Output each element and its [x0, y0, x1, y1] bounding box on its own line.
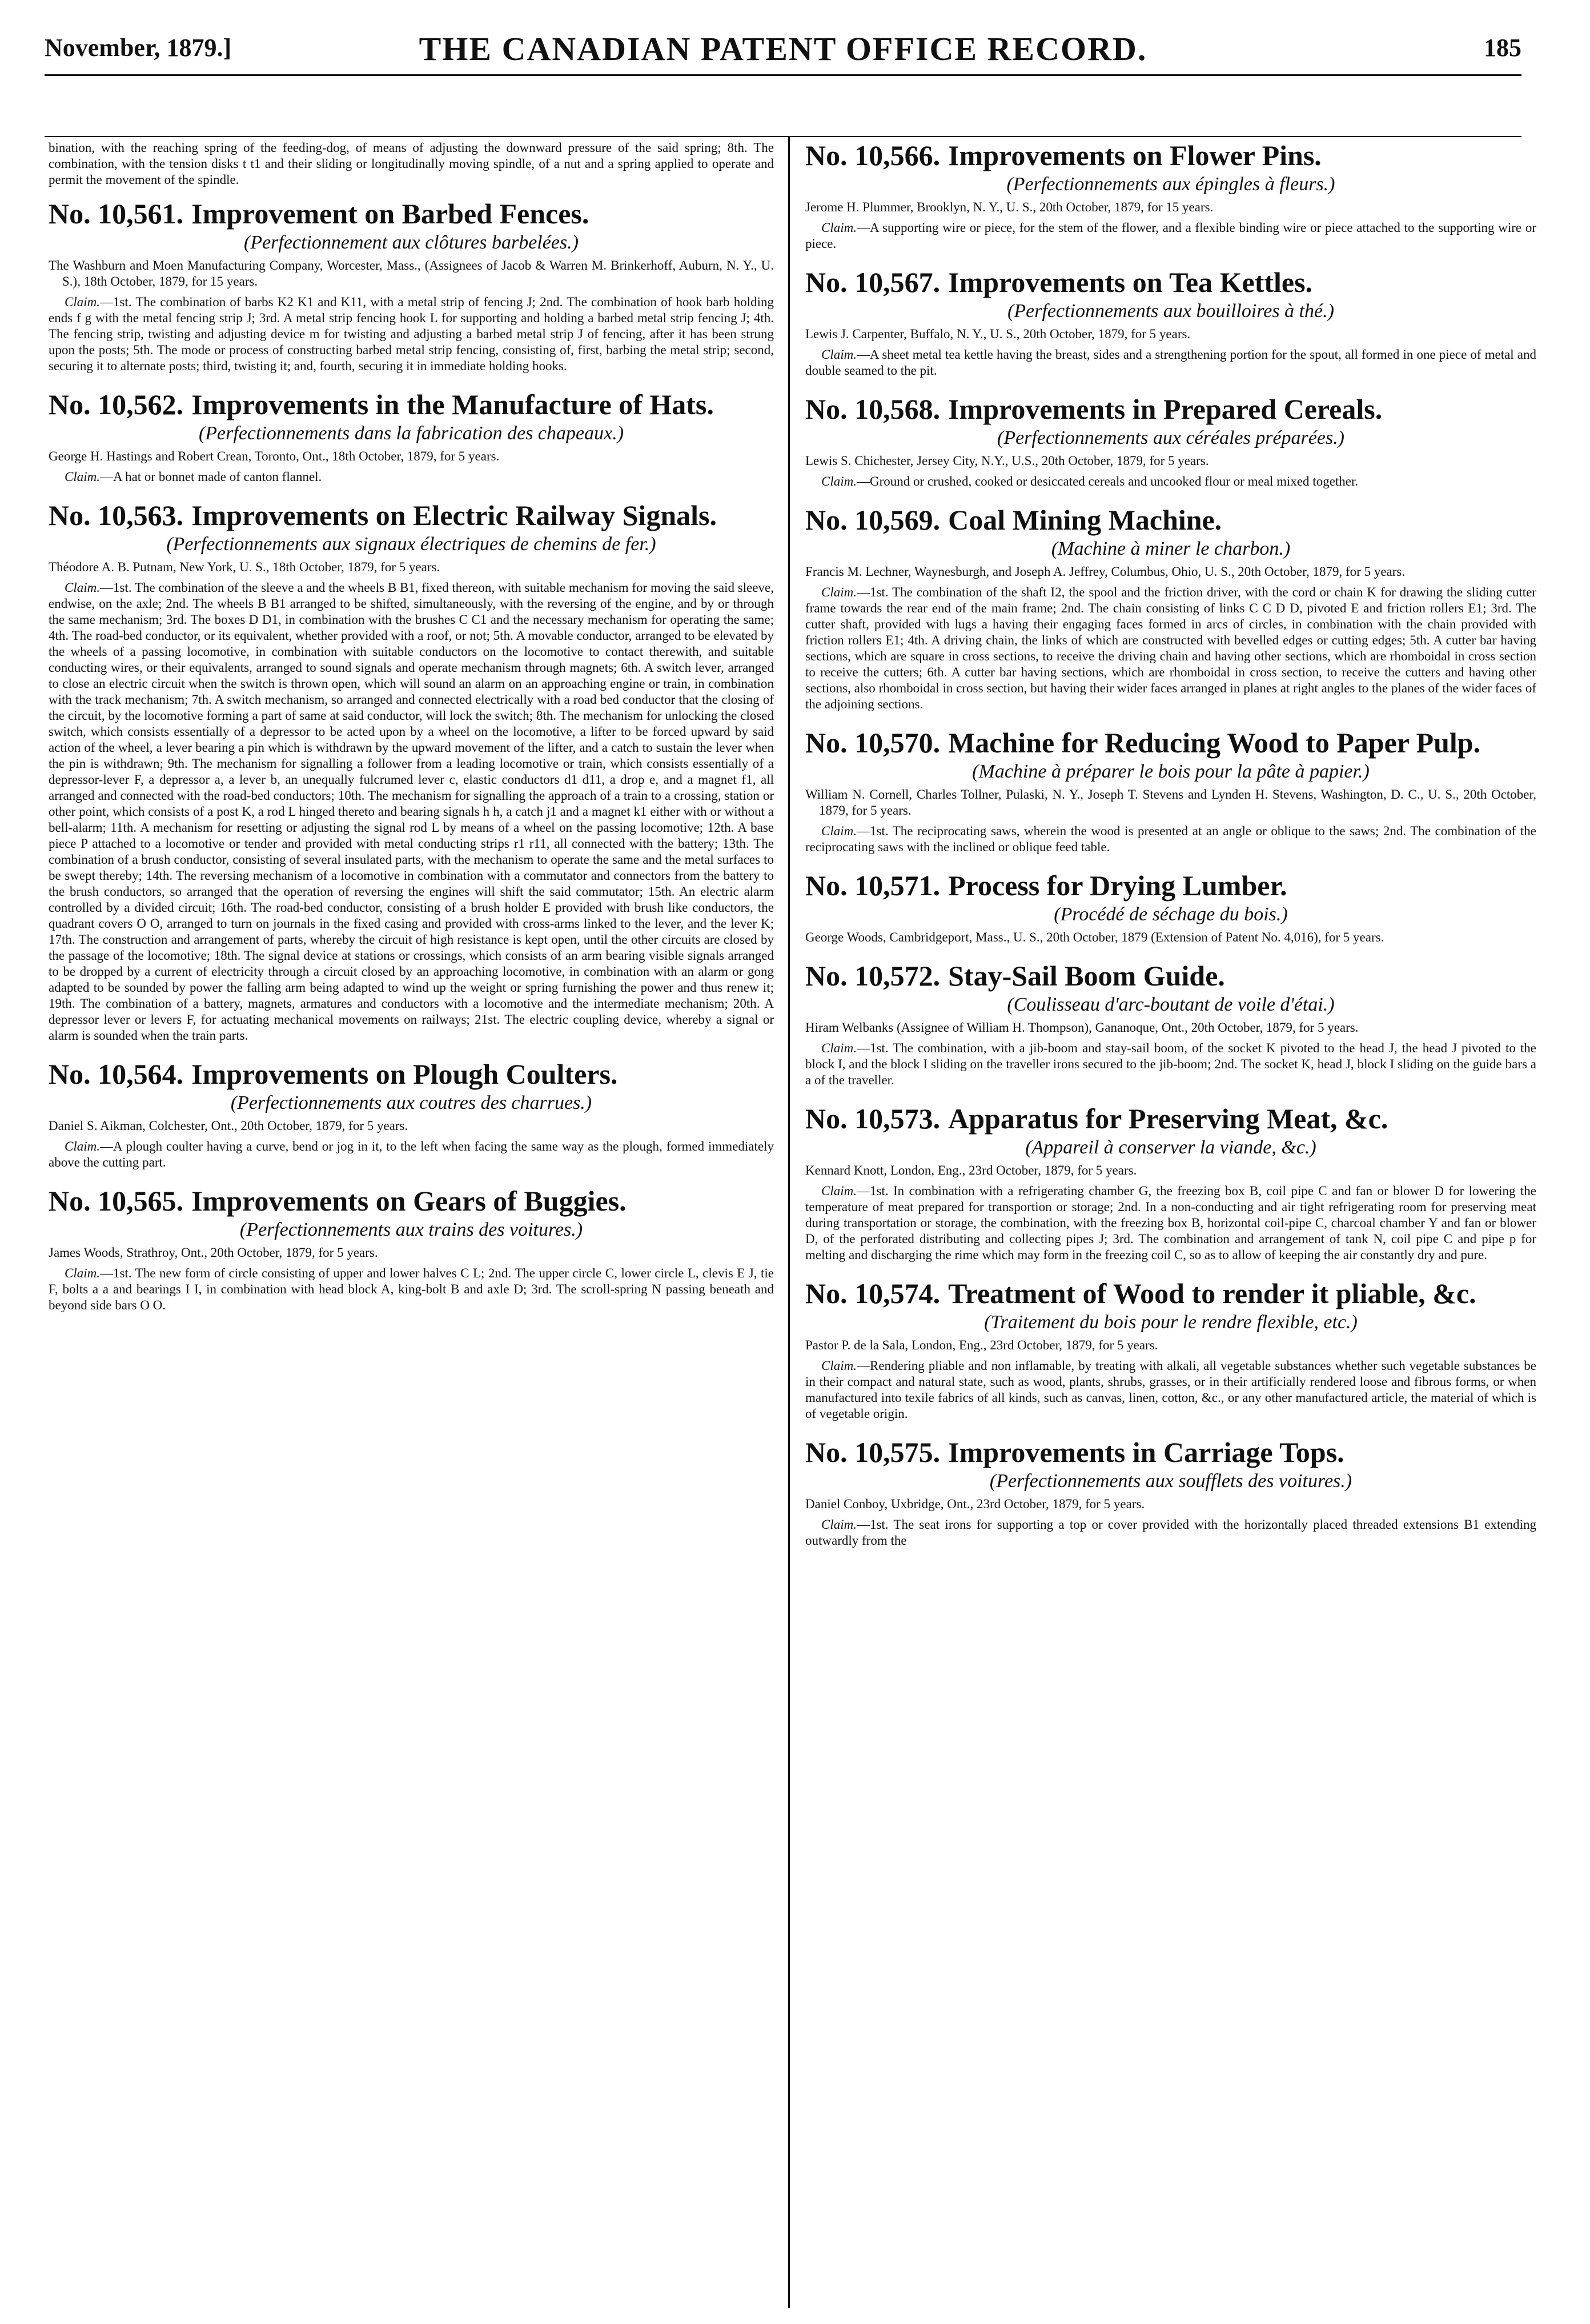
- claim-text: [805, 474, 1536, 490]
- journal-title: THE CANADIAN PATENT OFFICE RECORD.: [419, 30, 1147, 67]
- claim-body: —Rendering pliable and non inflamable, by treating with alkali, all vegetable substances whether such vegetable substances be in their compact and natural state, such as wood, plants, shrubs, grasses, or in their artificially rendered loose and fibrous forms, or when manufactured into texile fabrics of all kinds, such as canvas, linen, cotton, &c., or any other manufactured article, the material of which is of vegetable origin.: [805, 1359, 1536, 1421]
- claim-text: [49, 469, 774, 485]
- column-divider: [788, 137, 790, 2308]
- patent-title: Improvements on Flower Pins.: [948, 140, 1322, 171]
- patent-title: Improvement on Barbed Fences.: [191, 198, 589, 230]
- claim-label: Claim.: [65, 1266, 100, 1280]
- header-date: November, 1879.]: [45, 34, 232, 62]
- claim-body: —A hat or bonnet made of canton flannel.: [99, 470, 322, 484]
- patent-heading: [805, 504, 1536, 535]
- claim-text: [805, 1040, 1536, 1088]
- french-title: (Perfectionnements dans la fabrication des chapeaux.): [198, 423, 624, 444]
- claim-text: [805, 1517, 1536, 1549]
- inventor-line: Lewis S. Chichester, Jersey City, N.Y., U.S., 20th October, 1879, for 5 years.: [805, 454, 1209, 468]
- patent-title: Machine for Reducing Wood to Paper Pulp.: [948, 727, 1481, 759]
- claim-label: Claim.: [821, 824, 857, 838]
- patent-heading: [49, 198, 774, 229]
- claim-body: —1st. The seat irons for supporting a top or cover provided with the horizontally placed threaded extensions B1 extending outwardly from the: [805, 1517, 1536, 1548]
- patent-entry: [805, 1278, 1536, 1422]
- patent-heading: [805, 1278, 1536, 1309]
- patent-title: Improvements on Electric Railway Signals.: [191, 499, 717, 531]
- inventor-line: Kennard Knott, London, Eng., 23rd October, 1879, for 5 years.: [805, 1163, 1137, 1177]
- claim-body: —Ground or crushed, cooked or desiccated cereals and uncooked flour or meal mixed together.: [856, 474, 1359, 488]
- patent-heading: [805, 870, 1536, 901]
- claim-text: [805, 1358, 1536, 1422]
- claim-text: [805, 823, 1536, 855]
- claim-text: [805, 220, 1536, 252]
- french-title: (Machine à préparer le bois pour la pâte à papier.): [972, 761, 1370, 782]
- patent-number: No. 10,566.: [805, 140, 941, 171]
- patent-entry: [805, 1103, 1536, 1263]
- patent-entry: [805, 504, 1536, 712]
- patent-title: Process for Drying Lumber.: [948, 870, 1287, 901]
- header-rule: [45, 74, 1521, 76]
- claim-body: —A supporting wire or piece, for the stem of the flower, and a flexible binding wire or piece attached to the supporting wire or piece.: [805, 221, 1536, 251]
- patent-title: Stay-Sail Boom Guide.: [948, 960, 1225, 992]
- inventor-line: Pastor P. de la Sala, London, Eng., 23rd October, 1879, for 5 years.: [805, 1338, 1158, 1352]
- claim-label: Claim.: [821, 1359, 857, 1373]
- patent-heading: [49, 389, 774, 420]
- claim-body: —1st. In combination with a refrigerating chamber G, the freezing box B, coil pipe C and fan or blower D for lowering the temperature of meat prepared for transportion or storage; 2nd. In a non-conducting and air tight refrigerating room for preserving meat during transportation or storage, the combination, with the freezing box B, horizontal coil-pipe C, charcoal chamber Y and fan or blower D, of the perforated distributing and collecting pipes J; 3rd. The combination and arrangement of tank N, coil pipe C and pipe p for melting and discharging the rime which may form in the freezing coil C, so as to allow of keeping the air constantly dry and pure.: [805, 1184, 1536, 1262]
- patent-title: Apparatus for Preserving Meat, &c.: [948, 1103, 1388, 1135]
- column-top-rule: [45, 136, 1521, 137]
- patent-number: No. 10,571.: [805, 870, 941, 901]
- claim-text: [805, 347, 1536, 379]
- inventor-line: Lewis J. Carpenter, Buffalo, N. Y., U. S., 20th October, 1879, for 5 years.: [805, 327, 1191, 341]
- patent-heading: [805, 1103, 1536, 1134]
- claim-label: Claim.: [65, 580, 100, 595]
- claim-label: Claim.: [821, 221, 857, 235]
- french-title: (Perfectionnement aux clôtures barbelées.): [244, 232, 579, 253]
- french-title: (Procédé de séchage du bois.): [1054, 904, 1288, 925]
- patent-entry: [805, 140, 1536, 252]
- inventor-line: George Woods, Cambridgeport, Mass., U. S., 20th October, 1879 (Extension of Patent No. 4,016), for 5 years.: [805, 930, 1384, 944]
- french-title: (Appareil à conserver la viande, &c.): [1025, 1137, 1316, 1158]
- french-title: (Perfectionnements aux trains des voitures.): [239, 1219, 583, 1240]
- inventor-line: William N. Cornell, Charles Tollner, Pulaski, N. Y., Joseph T. Stevens and Lynden H. Stevens, Washington, D. C., U. S., 20th October, 1879, for 5 years.: [805, 787, 1536, 818]
- patent-entry: [49, 1185, 774, 1313]
- claim-text: [805, 1183, 1536, 1263]
- claim-text: [805, 584, 1536, 712]
- claim-label: Claim.: [65, 295, 100, 309]
- claim-label: Claim.: [65, 470, 100, 484]
- patent-number: No. 10,561.: [49, 198, 184, 230]
- patent-number: No. 10,563.: [49, 499, 184, 531]
- patent-number: No. 10,570.: [805, 727, 941, 759]
- patent-number: No. 10,568.: [805, 393, 941, 425]
- claim-body: —1st. The combination of barbs K2 K1 and K11, with a metal strip of fencing J; 2nd. The combination of hook barb holding ends f g with the metal fencing strip J; 3rd. A metal strip fencing hook L for supporting and holding a barbed metal strip fencing J; 4th. The fencing strip, twisting and adjusting device m for twisting and adjusting a barbed metal strip J of fencing, after it has been strung upon the posts; 5th. The mode or process of constructing barbed metal strip fencing, consisting of, first, barbing the metal strip; second, securing it to alternate posts; third, twisting it; and, fourth, securing it in immediate holding hooks.: [49, 295, 774, 373]
- inventor-line: James Woods, Strathroy, Ont., 20th October, 1879, for 5 years.: [49, 1245, 378, 1260]
- patent-heading: [805, 1437, 1536, 1468]
- french-title: (Perfectionnements aux coutres des charrues.): [230, 1092, 592, 1113]
- patent-number: No. 10,567.: [805, 266, 941, 298]
- patent-entry: [805, 727, 1536, 855]
- claim-label: Claim.: [821, 347, 857, 362]
- patent-entry: [805, 960, 1536, 1088]
- claim-body: —1st. The combination, with a jib-boom and stay-sail boom, of the socket K pivoted to the head J, the head J pivoted to the block I, and the block I sliding on the traveller irons secured to the jib-boom; 2nd. The socket K, head J, block I sliding on the guide bars a a of the traveller.: [805, 1041, 1536, 1087]
- patent-entry: [805, 870, 1536, 945]
- patent-entry: [49, 198, 774, 374]
- patent-title: Improvements on Plough Coulters.: [191, 1058, 618, 1090]
- french-title: (Machine à miner le charbon.): [1051, 538, 1291, 559]
- patent-entry: [805, 267, 1536, 379]
- patent-title: Improvements on Gears of Buggies.: [191, 1185, 627, 1217]
- patent-title: Improvements in Carriage Tops.: [948, 1436, 1344, 1468]
- patent-title: Improvements in the Manufacture of Hats.: [191, 388, 714, 420]
- claim-body: —A sheet metal tea kettle having the breast, sides and a strengthening portion for the spout, all formed in one piece of metal and double seamed to the pit.: [805, 347, 1536, 378]
- patent-heading: [805, 960, 1536, 991]
- patent-title: Coal Mining Machine.: [948, 504, 1222, 536]
- patent-title: Improvements in Prepared Cereals.: [948, 393, 1383, 425]
- inventor-line: Jerome H. Plummer, Brooklyn, N. Y., U. S., 20th October, 1879, for 15 years.: [805, 200, 1214, 214]
- patent-number: No. 10,574.: [805, 1277, 941, 1309]
- claim-label: Claim.: [821, 1517, 857, 1532]
- patent-number: No. 10,569.: [805, 504, 941, 536]
- patent-number: No. 10,562.: [49, 388, 184, 420]
- claim-body: —1st. The new form of circle consisting of upper and lower halves C L; 2nd. The upper circle C, lower circle L, clevis E J, tie F, bolts a a and bearings I I, in combination with head block A, king-bolt B and axle D; 3rd. The scroll-spring N passing beneath and beyond side bars O O.: [49, 1266, 774, 1312]
- claim-label: Claim.: [821, 474, 857, 488]
- patent-entry: [805, 394, 1536, 490]
- claim-body: —1st. The reciprocating saws, wherein the wood is presented at an angle or oblique to the saws; 2nd. The combination of the reciprocating saws with the inclined or oblique feed table.: [805, 824, 1536, 854]
- patent-title: Treatment of Wood to render it pliable, &c.: [948, 1277, 1476, 1309]
- claim-text: [49, 294, 774, 374]
- claim-text: [49, 580, 774, 1044]
- inventor-line: Théodore A. B. Putnam, New York, U. S., 18th October, 1879, for 5 years.: [49, 560, 440, 574]
- patent-entry: [805, 1437, 1536, 1549]
- patent-heading: [49, 1185, 774, 1216]
- french-title: (Perfectionnements aux signaux électriques de chemins de fer.): [166, 534, 656, 555]
- inventor-line: George H. Hastings and Robert Crean, Toronto, Ont., 18th October, 1879, for 5 years.: [49, 449, 500, 463]
- claim-text: [49, 1139, 774, 1171]
- patent-number: No. 10,564.: [49, 1058, 184, 1090]
- french-title: (Traitement du bois pour le rendre flexible, etc.): [984, 1312, 1358, 1333]
- continued-claim-text: bination, with the reaching spring of the feeding-dog, of means of adjusting the downward pressure of the said spring; 8th. The combination, with the tension disks t t1 and their sliding or longitudinally moving spindle, of a nut and a spring applied to operate and permit the movement of the spindle.: [49, 141, 774, 187]
- inventor-line: Francis M. Lechner, Waynesburgh, and Joseph A. Jeffrey, Columbus, Ohio, U. S., 20th October, 1879, for 5 years.: [805, 564, 1406, 579]
- patent-number: No. 10,573.: [805, 1103, 941, 1135]
- patent-heading: [805, 727, 1536, 758]
- inventor-line: The Washburn and Moen Manufacturing Company, Worcester, Mass., (Assignees of Jacob & Warren M. Brinkerhoff, Auburn, N. Y., U. S.), 18th October, 1879, for 15 years.: [49, 258, 774, 289]
- claim-text: [49, 1265, 774, 1313]
- claim-body: —A plough coulter having a curve, bend or jog in it, to the left when facing the same way as the plough, formed immediately above the cutting part.: [49, 1139, 774, 1169]
- running-header: [45, 22, 1521, 67]
- claim-body: —1st. The combination of the sleeve a and the wheels B B1, fixed thereon, with suitable mechanism for moving the said sleeve, endwise, on the axle; 2nd. The wheels B B1 arranged to be shifted, simultaneously, with the reversing of the engine, and by or through the same mechanism; 3rd. The boxes D D1, in combination with the brushes C C1 and the necessary mechanism for operating the same; 4th. The road-bed conductor, or its equivalent, whether provided with a roof, or not; 5th. A movable conductor, arranged to be elevated by the wheels of a passing locomotive, in combination with suitable conductors on the locomotive to contact therewith, and suitable conducting wires, or their equivalents, arranged to sound signals and operate mechanism through magnets; 6th. A switch lever, arranged to close an electric circuit when the switch is thrown open, which will sound an alarm on an approaching engine or train, in combination with the track mechanism; 7th. A switch mechanism, so arranged and connected electrically with a road bed conductor that the closing of the circuit, by the locomotive forming a part of same at said conductor, will lock the switch; 8th. The mechanism for unlocking the closed switch, which consists essentially of a depressor to be acted upon by a wheel on the locomotive, a lifter to be forced upward by said action of the wheel, a lever bearing a pin which is withdrawn by the upward movement of the lifter, and a catch to sustain the lever when the pin is withdrawn; 9th. The mechanism for signalling a follower from a leading locomotive or train, which consists essentially of a depressor-lever F, a depressor a, a lever b, an unequally fulcrumed lever c, elastic conductors d1 d11, a drop e, and a magnet f1, all arranged and connected with the road-bed conductors; 10th. The mechanism for signalling the approach of a train to a crossing, station or other point, which consists of a post K, a rod L hinged thereto and bearing signals h h, a catch j1 and a magnet k1 either with or without a bell-alarm; 11th. A mechanism for resetting or adjusting the signal rod L by means of a wheel on the passing locomotive; 12th. A base piece P attached to a locomotive or tender and provided with metal conducting strips r1 r11, all connected with the battery; 13th. The combination of a brush conductor, consisting of several insulated parts, with the mechanism to operate the same and the metal surfaces to be swept thereby; 14th. The reversing mechanism of a locomotive in combination with a commutator and connectors from the battery to the brush conductors, so arranged that the operation of reversing the engines will shift the said commutator; 15th. An electric alarm controlled by a divided circuit; 16th. The road-bed conductor, consisting of a brush holder E provided with brush like conductors, the quadrant covers O O, arranged to turn on journals in the fixed casing and provided with cross-arms linked to the lever, and the lever K; 17th. The construction and arrangement of parts, whereby the circuit of high resistance is kept open, until the other circuits are closed by the passage of the locomotive; 18th. The signal device at stations or crossings, which consists of an arm bearing visible signals arranged to be dropped by a current of electricity through a circuit closed by an approaching locomotive, in combination with an alarm or gong adapted to be sounded by power the falling arm being adapted to wind up the weight or spring furnishing the power and thus renew it; 19th. The combination of a battery, magnets, armatures and conductors with a locomotive and the intermediate mechanism; 20th. A depressor lever or levers F, for actuating mechanical movements on railways; 21st. The electric coupling device, whereby a signal or alarm is sounded when the train parts.: [49, 580, 774, 1043]
- patent-entry: [49, 389, 774, 485]
- claim-label: Claim.: [821, 585, 857, 599]
- claim-body: —1st. The combination of the shaft I2, the spool and the friction driver, with the cord or chain K for drawing the sliding cutter frame towards the rear end of the main frame; 2nd. The chain consisting of links C C D D, pivoted E and friction rollers E1; 3rd. The cutter shaft, provided with lugs a having their engaging faces formed in arcs of circles, in combination with the chain provided with friction rollers E1; 4th. A driving chain, the links of which are constructed with bevelled edges or cutting edges; 5th. A cutter bar having sections, which are square in cross sections, to receive the driving chain and having other sections, which are rhomboidal in cross section to receive the cutters; 6th. A cutter bar having sections, which are rhomboidal in cross section, to receive the cutters and having other sections, also rhomboidal in cross section, but having their wider faces arranged in planes at right angles to the planes of the wider faces of the adjoining sections.: [805, 585, 1536, 711]
- patent-heading: [805, 394, 1536, 424]
- right-column: [805, 140, 1536, 2305]
- left-column: [49, 140, 774, 2305]
- patent-number: No. 10,565.: [49, 1185, 184, 1217]
- patent-heading: [805, 267, 1536, 298]
- patent-entry: [49, 1059, 774, 1171]
- french-title: (Perfectionnements aux soufflets des voitures.): [989, 1470, 1352, 1492]
- inventor-line: Daniel S. Aikman, Colchester, Ont., 20th October, 1879, for 5 years.: [49, 1119, 408, 1133]
- claim-label: Claim.: [821, 1041, 857, 1055]
- french-title: (Perfectionnements aux bouilloires à thé.): [1007, 300, 1334, 322]
- patent-heading: [49, 1059, 774, 1089]
- patent-entry: [49, 500, 774, 1044]
- patent-heading: [805, 140, 1536, 171]
- page-number: 185: [1484, 34, 1521, 62]
- inventor-line: Hiram Welbanks (Assignee of William H. Thompson), Gananoque, Ont., 20th October, 1879, for 5 years.: [805, 1020, 1359, 1035]
- patent-heading: [49, 500, 774, 531]
- patent-number: No. 10,572.: [805, 960, 941, 992]
- inventor-line: Daniel Conboy, Uxbridge, Ont., 23rd October, 1879, for 5 years.: [805, 1497, 1145, 1511]
- claim-label: Claim.: [821, 1184, 857, 1198]
- french-title: (Perfectionnements aux céréales préparées.): [997, 427, 1344, 448]
- claim-label: Claim.: [65, 1139, 100, 1153]
- patent-title: Improvements on Tea Kettles.: [948, 266, 1313, 298]
- french-title: (Perfectionnements aux épingles à fleurs.): [1006, 174, 1335, 195]
- patent-number: No. 10,575.: [805, 1436, 941, 1468]
- french-title: (Coulisseau d'arc-boutant de voile d'étai.): [1007, 994, 1335, 1015]
